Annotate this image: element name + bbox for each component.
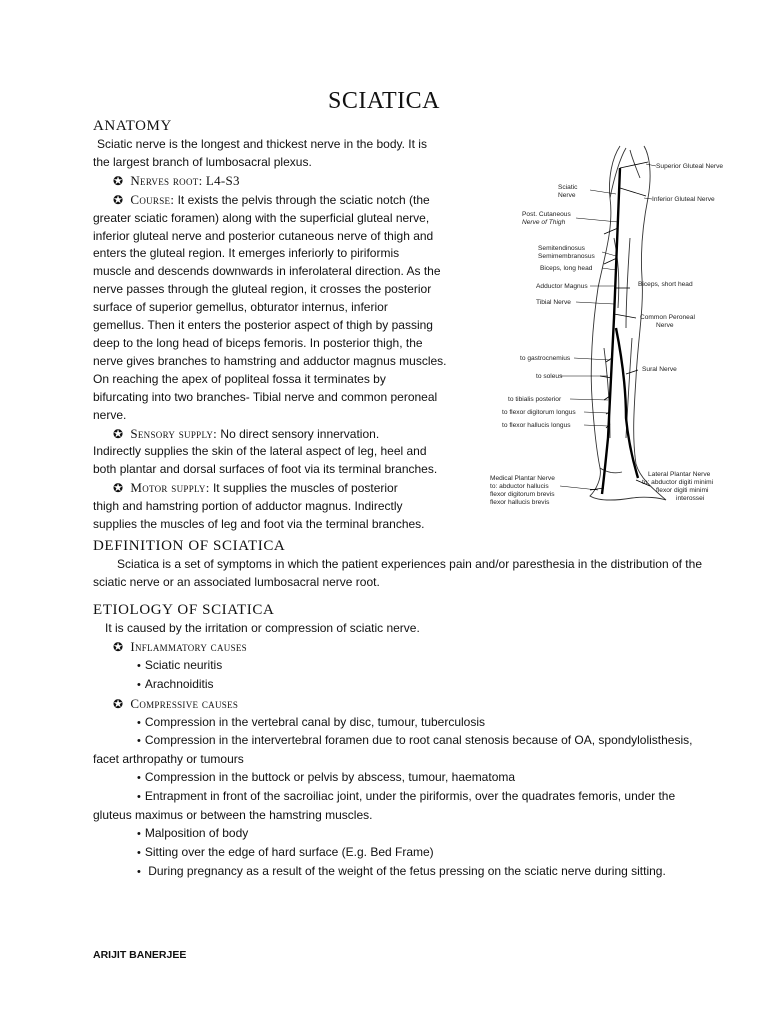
list-item [93, 863, 753, 882]
etiology-intro: It is caused by the irritation or compression of sciatic nerve. [105, 621, 420, 635]
definition-line-2: sciatic nerve or an associated lumbosacral nerve root. [93, 574, 380, 589]
course-line: muscle and descends downwards in inferolateral direction. As the [93, 264, 441, 279]
list-item-text: During pregnancy as a result of the weight of the fetus pressing on the sciatic nerve during sitting. [144, 863, 666, 878]
course-line: enters the gluteal region. It emerges inferiorly to piriformis [93, 246, 400, 261]
bullet-icon: • [137, 791, 141, 804]
bullet-icon: • [137, 716, 141, 729]
fig-label-sup-gluteal: Superior Gluteal Nerve [656, 163, 724, 170]
nerve-root-item [93, 172, 483, 191]
bullet-icon: • [137, 735, 141, 748]
fig-label-sciatic-1: Sciatic [558, 184, 578, 191]
definition-line-1: Sciatica is a set of symptoms in which the patient experiences pain and/or paresthesia in the distribution of the [117, 557, 702, 571]
list-item-text: Compression in the vertebral canal by disc, tumour, tuberculosis [144, 714, 486, 729]
anatomy-heading: ANATOMY [93, 118, 172, 134]
course-item [93, 191, 483, 210]
fig-label-soleus: to soleus [536, 373, 563, 380]
bullet-icon: • [137, 659, 141, 672]
compressive-label: Compressive causes [130, 695, 239, 711]
etiology-section [93, 620, 753, 882]
compressive-heading [93, 695, 753, 714]
fig-label-fdl: to flexor digitorum longus [502, 409, 576, 416]
list-item [93, 714, 753, 733]
course-line: inferior gluteal nerve and posterior cutaneous nerve of thigh and [93, 228, 434, 243]
list-item [93, 788, 753, 807]
inflammatory-heading [93, 638, 753, 657]
sensory-line: No direct sensory innervation. [220, 426, 380, 441]
fig-label-post-cut-1: Post. Cutaneous [522, 211, 571, 218]
course-line: nerve. [93, 407, 127, 422]
list-item-text: Entrapment in front of the sacroiliac joint, under the piriformis, over the quadrates femoris, under the [144, 789, 676, 804]
list-item-text: Sciatic neuritis [144, 657, 223, 672]
page-title: SCIATICA [327, 88, 440, 114]
anatomy-section [93, 136, 483, 534]
fig-label-fhl: to flexor hallucis longus [502, 422, 571, 429]
anatomy-intro-line-2: the largest branch of lumbosacral plexus. [93, 154, 312, 169]
fig-label-biceps-short: Biceps, short head [638, 281, 693, 288]
list-item-text: Arachnoiditis [144, 676, 214, 691]
fig-label-sciatic-2: Nerve [558, 192, 576, 199]
fig-label-biceps-long: Biceps, long head [540, 265, 593, 272]
list-item [93, 825, 753, 844]
fig-label-common-peroneal-2: Nerve [656, 322, 674, 329]
list-item [93, 844, 753, 863]
fig-label-adductor: Adductor Magnus [536, 283, 588, 290]
fig-label-medial-plantar-1: Medical Plantar Nerve [490, 475, 555, 482]
course-label: Course: [130, 191, 175, 207]
bullet-icon: • [137, 846, 141, 859]
fig-label-post-cut-2: Nerve of Thigh [522, 219, 566, 226]
figure-labels-right [638, 163, 723, 502]
list-item [93, 769, 753, 788]
bullet-icon: • [137, 827, 141, 840]
course-line: nerve gives branches to hamstring and adductor magnus muscles. [93, 353, 447, 368]
author-footer: ARIJIT BANERJEE [93, 949, 187, 961]
star-bullet-icon: ✪ [113, 192, 124, 207]
motor-line: thigh and hamstring portion of adductor magnus. Indirectly [93, 499, 403, 514]
figure-labels-left [490, 184, 618, 506]
list-item [93, 676, 753, 695]
fig-label-lateral-plantar-2: to: abductor digiti minimi [642, 479, 714, 486]
motor-label: Motor supply: [130, 480, 210, 496]
anatomy-intro-line-1: Sciatic nerve is the longest and thickest nerve in the body. It is [97, 137, 427, 151]
list-item-text: Compression in the buttock or pelvis by abscess, tumour, haematoma [144, 770, 516, 785]
nerve-root-label: Nerves root: [130, 172, 203, 188]
sensory-item [93, 425, 483, 444]
definition-heading: DEFINITION OF SCIATICA [93, 538, 286, 554]
fig-label-medial-plantar-2: to: abductor hallucis [490, 483, 549, 490]
star-bullet-icon: ✪ [113, 173, 124, 188]
course-line: greater sciatic foramen) along with the superficial gluteal nerve, [93, 210, 430, 225]
course-line: It exists the pelvis through the sciatic notch (the [177, 192, 430, 207]
sensory-line: both plantar and dorsal surfaces of foot via its terminal branches. [93, 462, 438, 477]
fig-label-lateral-plantar-3: flexor digiti minimi [656, 487, 709, 494]
motor-line: supplies the muscles of leg and foot via the terminal branches. [93, 517, 425, 532]
fig-label-inf-gluteal: Inferior Gluteal Nerve [652, 196, 715, 203]
bullet-icon: • [137, 678, 141, 691]
star-bullet-icon: ✪ [113, 696, 124, 711]
fig-label-semi-2: Semimembranosus [538, 253, 595, 260]
fig-label-common-peroneal-1: Common Peroneal [640, 314, 695, 321]
course-line: bifurcating into two branches- Tibial nerve and common peroneal [93, 389, 438, 404]
sciatic-nerve-illustration [480, 138, 752, 524]
course-line: surface of superior gemellus, obturator internus, inferior [93, 300, 388, 315]
fig-label-lateral-plantar-4: interossei [676, 495, 705, 502]
list-item-continuation: gluteus maximus or between the hamstring muscles. [93, 808, 373, 823]
star-bullet-icon: ✪ [113, 639, 124, 654]
sensory-line: Indirectly supplies the skin of the lateral aspect of leg, heel and [93, 444, 427, 459]
nerve-root-value: L4-S3 [205, 172, 240, 188]
fig-label-semi-1: Semitendinosus [538, 245, 585, 252]
fig-label-medial-plantar-3: flexor digitorum brevis [490, 491, 555, 498]
fig-label-sural: Sural Nerve [642, 366, 677, 373]
bullet-icon: • [137, 865, 141, 878]
motor-item [93, 479, 483, 498]
sciatic-nerve-trunk [602, 168, 638, 494]
list-item [93, 732, 753, 751]
fig-label-lateral-plantar-1: Lateral Plantar Nerve [648, 471, 711, 478]
fig-label-tibial: Tibial Nerve [536, 299, 571, 306]
list-item-text: Sitting over the edge of hard surface (E.g. Bed Frame) [144, 844, 434, 859]
list-item-continuation: facet arthropathy or tumours [93, 752, 244, 767]
list-item [93, 657, 753, 676]
sensory-label: Sensory supply: [130, 425, 218, 441]
bullet-icon: • [137, 772, 141, 785]
fig-label-medial-plantar-4: flexor hallucis brevis [490, 499, 550, 506]
star-bullet-icon: ✪ [113, 426, 124, 441]
fig-label-gastro: to gastrocnemius [520, 355, 571, 362]
etiology-heading: ETIOLOGY OF SCIATICA [93, 602, 275, 618]
list-item-text: Compression in the intervertebral foramen due to root canal stenosis because of OA, spondylolisthesis, [144, 733, 693, 748]
nerve-branches [590, 162, 650, 490]
motor-line: It supplies the muscles of posterior [212, 481, 398, 496]
course-line: On reaching the apex of popliteal fossa it terminates by [93, 371, 386, 386]
course-line: nerve passes through the gluteal region, it crosses the posterior [93, 282, 432, 297]
definition-section [93, 556, 753, 592]
list-item-text: Malposition of body [144, 825, 249, 840]
course-line: gemellus. Then it enters the posterior aspect of thigh by passing [93, 318, 433, 333]
star-bullet-icon: ✪ [113, 481, 124, 496]
inflammatory-label: Inflammatory causes [130, 638, 247, 654]
fig-label-tib-post: to tibialis posterior [508, 396, 562, 403]
course-line: deep to the long head of biceps femoris. In posterior thigh, the [93, 335, 423, 350]
